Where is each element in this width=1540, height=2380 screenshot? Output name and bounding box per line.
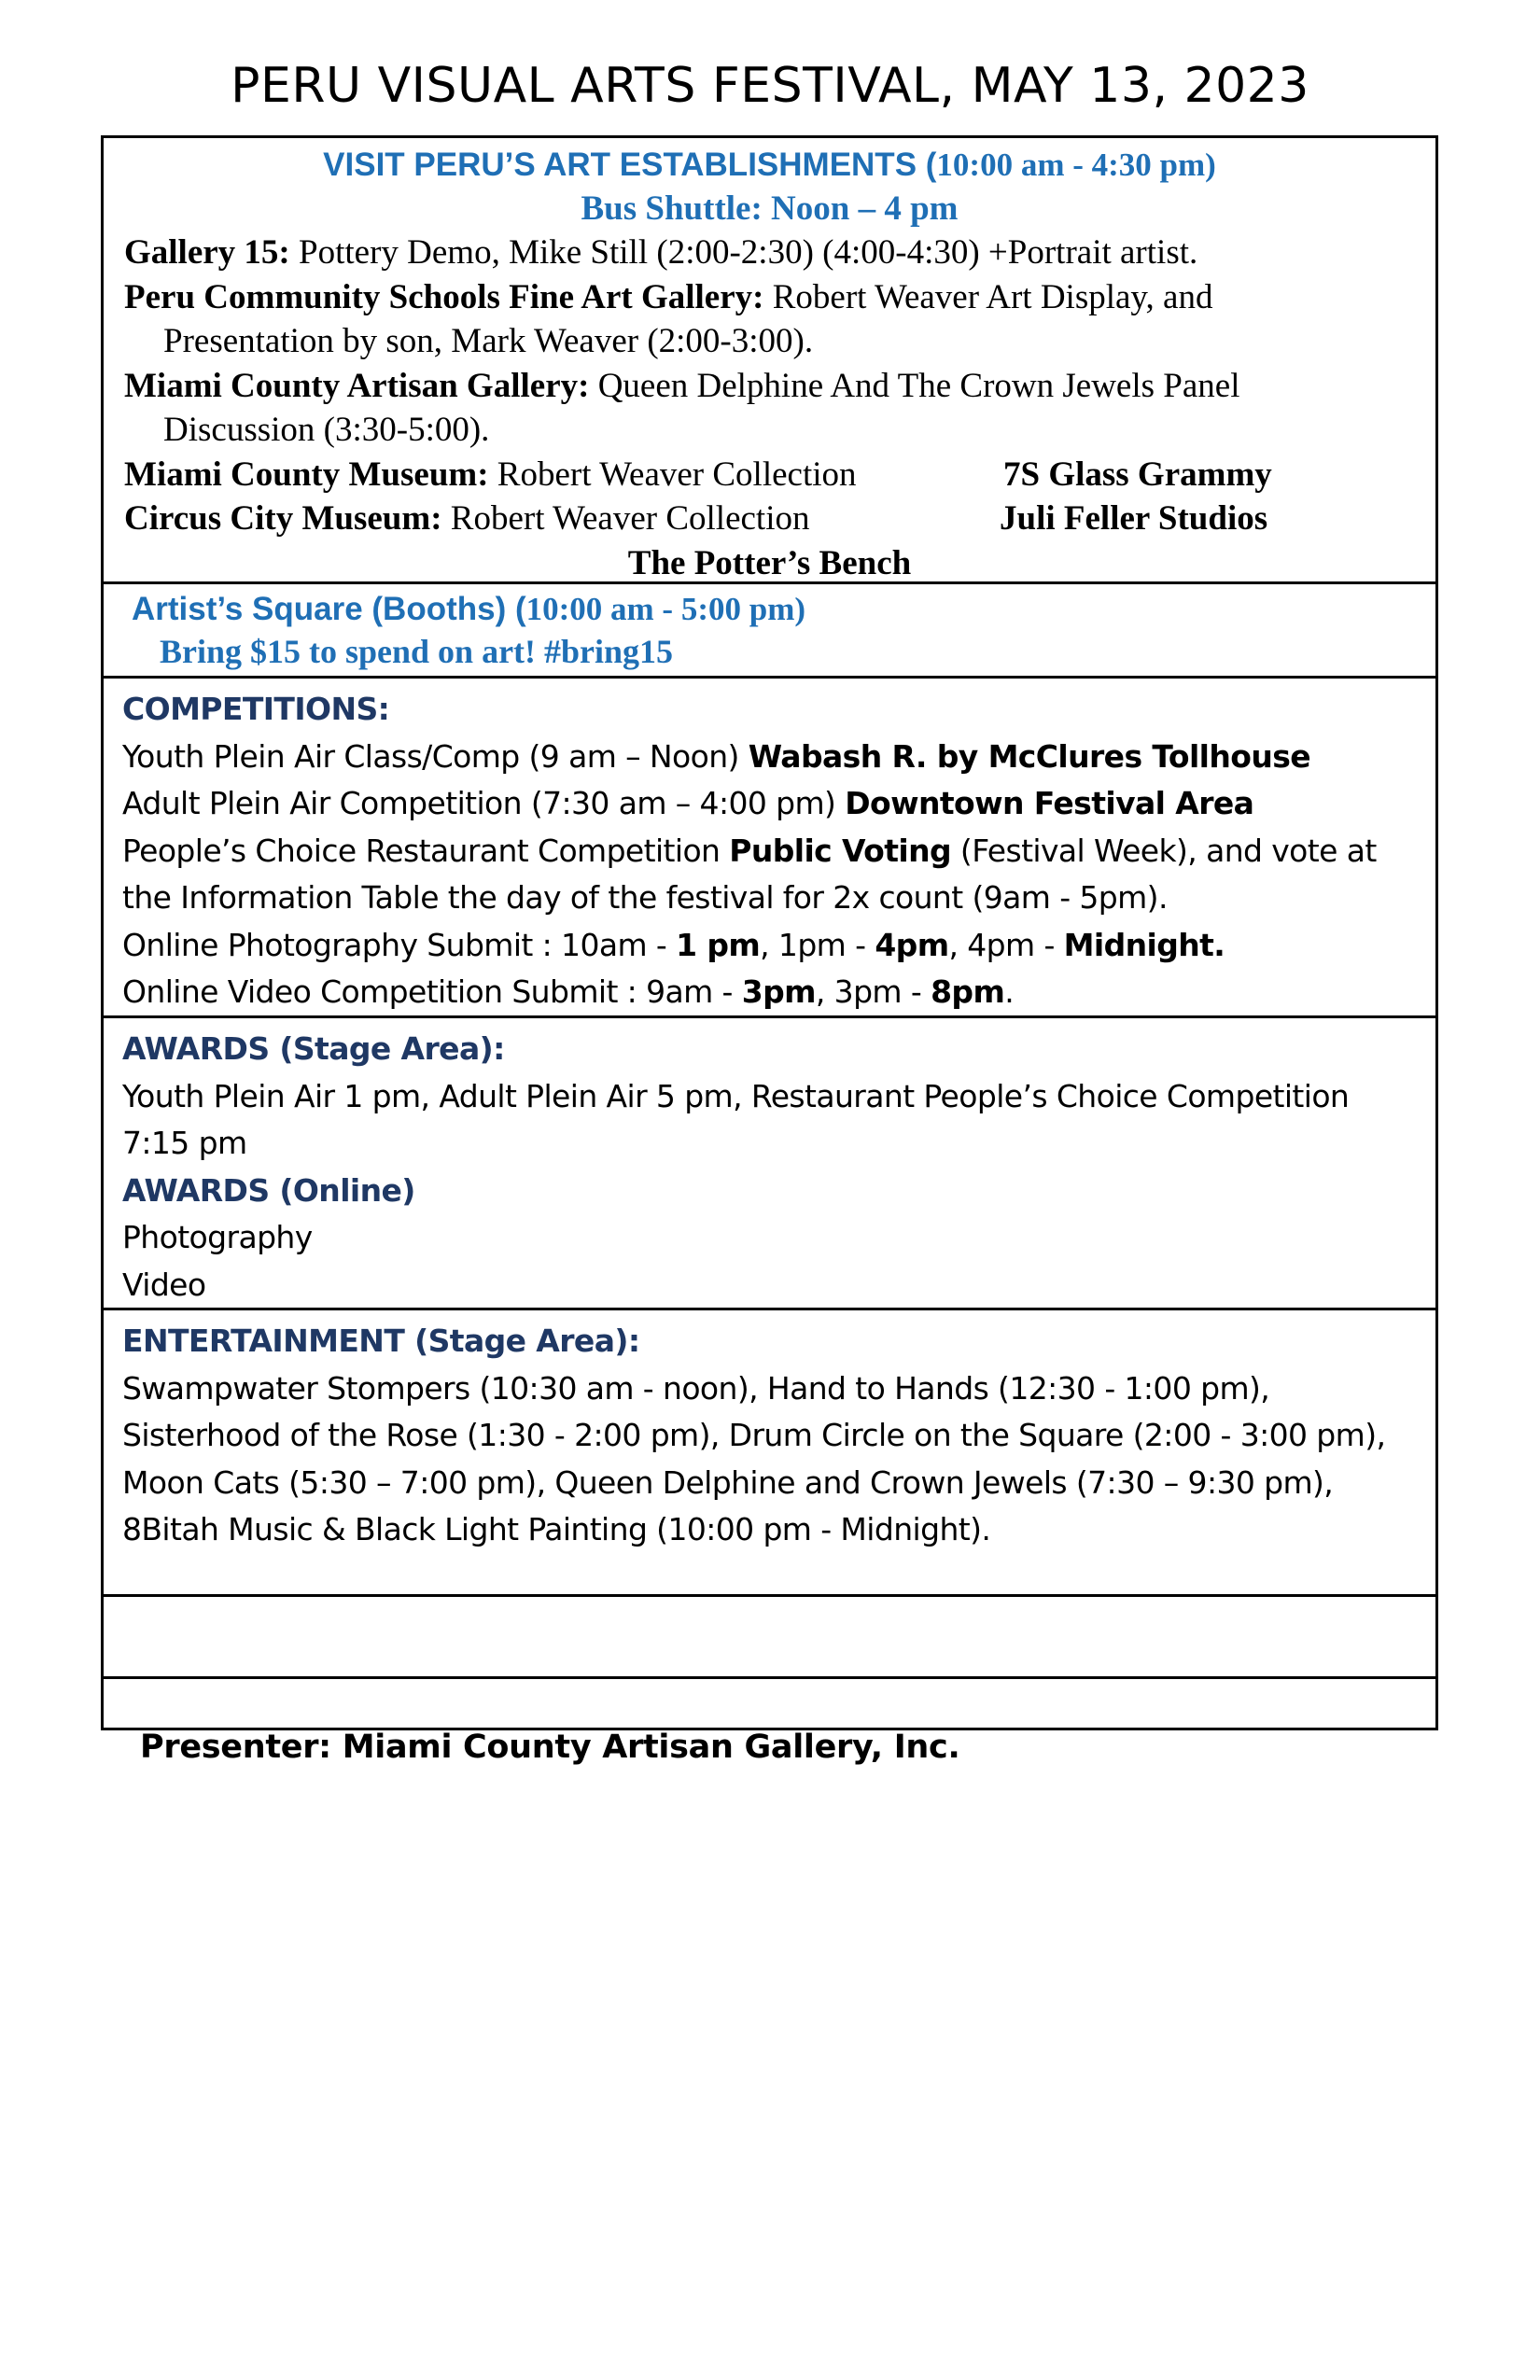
awards-online-heading: AWARDS (Online) xyxy=(122,1171,415,1209)
presenter-line: Presenter: Miami County Artisan Gallery, Inc. xyxy=(140,1729,960,1766)
glass-grammy: 7S Glass Grammy xyxy=(1003,455,1272,494)
peoples-choice-line: People’s Choice Restaurant Competition Public Voting (Festival Week), and vote at the Information Table the day of the festival for 2x count (9am - 5pm). xyxy=(122,832,1377,916)
entertainment-text: Swampwater Stompers (10:30 am - noon), Hand to Hands (12:30 - 1:00 pm), Sisterhood of the Rose (1:30 - 2:00 pm), Drum Circle on the Square (2:00 - 3:00 pm), Moon Cats (5:30 – 7:00 pm), Queen Delphine and Crown Jewels (7:30 – 9:30 pm), 8Bitah Music & Black Light Painting (10:00 pm - Midnight). xyxy=(122,1369,1386,1547)
online-video-line: Online Video Competition Submit : 9am - 3pm, 3pm - 8pm. xyxy=(122,973,1015,1010)
blank-row xyxy=(104,1679,1435,1728)
adult-plein-air-line: Adult Plein Air Competition (7:30 am – 4:00 pm) Downtown Festival Area xyxy=(122,785,1254,821)
awards-stage-text: Youth Plein Air 1 pm, Adult Plein Air 5 pm, Restaurant People’s Choice Competition 7:15 pm xyxy=(122,1077,1350,1161)
competitions-section xyxy=(104,679,1435,1018)
pcs-gallery-entry: Peru Community Schools Fine Art Gallery: Robert Weaver Art Display, and xyxy=(124,277,1213,316)
bus-shuttle: Bus Shuttle: Noon – 4 pm xyxy=(581,189,959,228)
youth-plein-air-line: Youth Plein Air Class/Comp (9 am – Noon) Wabash R. by McClures Tollhouse xyxy=(122,737,1311,775)
mcm-entry: Miami County Museum: Robert Weaver Collection 7S Glass Grammy xyxy=(124,453,1415,497)
schedule-table xyxy=(101,135,1438,1730)
artists-square-heading: Artist’s Square (Booths) (10:00 am - 5:00 pm) xyxy=(132,591,806,627)
ccm-entry: Circus City Museum: Robert Weaver Collection Juli Feller Studios xyxy=(124,497,1415,541)
potters-bench: The Potter’s Bench xyxy=(627,543,912,582)
artists-square-section xyxy=(104,584,1435,679)
awards-video: Video xyxy=(122,1266,206,1303)
online-photography-line: Online Photography Submit : 10am - 1 pm, 1pm - 4pm, 4pm - Midnight. xyxy=(122,926,1225,963)
awards-photography: Photography xyxy=(122,1219,313,1255)
awards-section xyxy=(104,1018,1435,1310)
awards-stage-heading: AWARDS (Stage Area): xyxy=(122,1030,505,1067)
bring15-line: Bring $15 to spend on art! #bring15 xyxy=(160,633,674,670)
pcs-gallery-entry-cont: Presentation by son, Mark Weaver (2:00-3:00). xyxy=(163,322,814,360)
establishments-heading: VISIT PERU’S ART ESTABLISHMENTS (10:00 am - 4:30 pm) xyxy=(323,147,1216,183)
mca-gallery-entry: Miami County Artisan Gallery: Queen Delphine And The Crown Jewels Panel xyxy=(124,366,1240,405)
gallery-15-entry: Gallery 15: Pottery Demo, Mike Still (2:00-2:30) (4:00-4:30) +Portrait artist. xyxy=(124,233,1198,272)
entertainment-section xyxy=(104,1310,1435,1597)
blank-row xyxy=(104,1597,1435,1679)
juli-feller-studios: Juli Feller Studios xyxy=(1000,499,1268,538)
page-title: PERU VISUAL ARTS FESTIVAL, MAY 13, 2023 xyxy=(231,58,1309,114)
entertainment-heading: ENTERTAINMENT (Stage Area): xyxy=(122,1323,640,1359)
mca-gallery-entry-cont: Discussion (3:30-5:00). xyxy=(163,411,490,449)
establishments-section xyxy=(104,138,1435,584)
competitions-heading: COMPETITIONS: xyxy=(122,691,390,727)
